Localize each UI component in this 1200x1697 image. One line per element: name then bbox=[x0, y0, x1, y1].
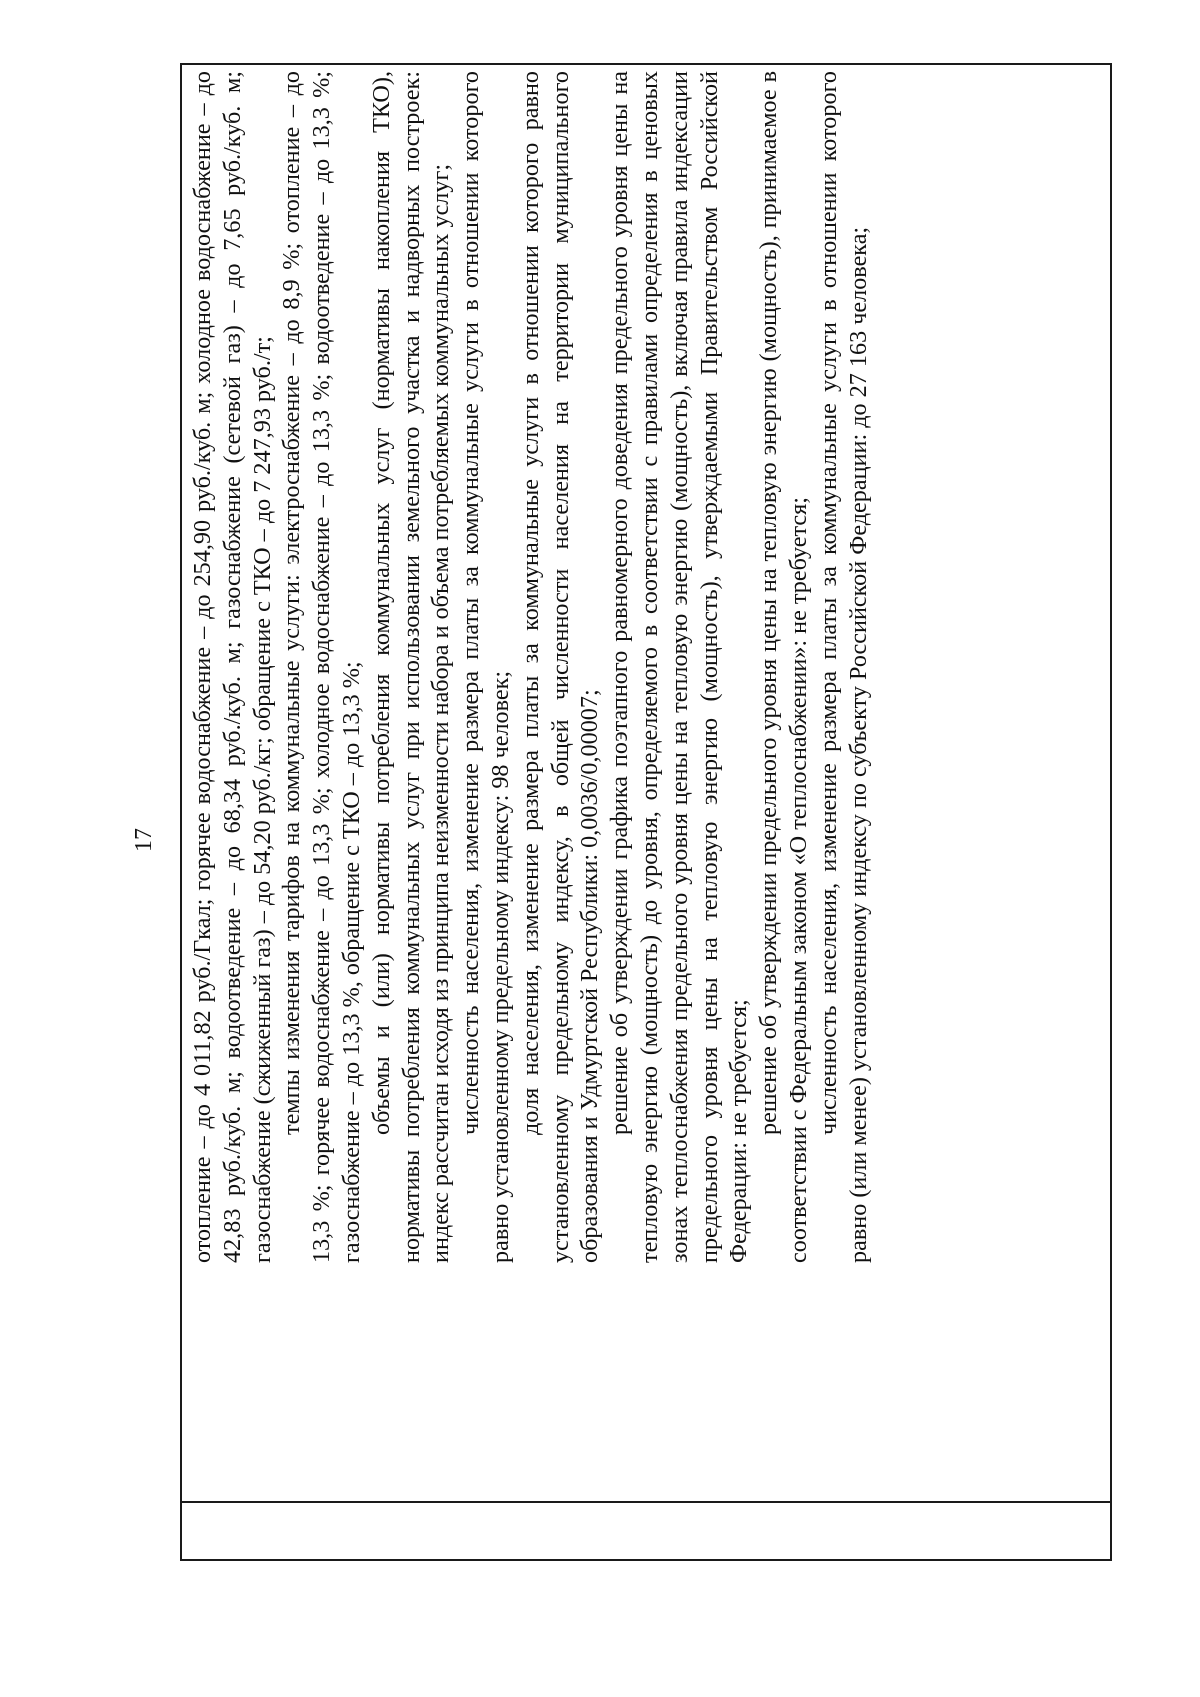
table-content-cell bbox=[188, 64, 1110, 1269]
table-column-divider bbox=[182, 1501, 1110, 1503]
page-number: 17 bbox=[131, 828, 157, 852]
rotated-text-block bbox=[188, 67, 1110, 1267]
paragraph-tariffs-max: отопление – до 4 011,82 руб./Гкал; горячее водоснабжение – до 254,90 руб./куб. м; холодное водоснабжение – до 42,83 руб./куб. м; водоотведение – до 68,34 руб./куб. м; газоснабжение (сетевой газ) – до 7,65 руб./куб. м; газоснабжение (сжиженный газ) – до 54,20 руб./кг; обращение с ТКО – до 7 247,93 руб./т; bbox=[189, 71, 276, 1263]
paragraph-population-share: доля населения, изменение размера платы за коммунальные услуги в отношении которого равно установленному предельному индексу, в общей численности населения на территории муниципального образования и Удмуртской Республики: 0,0036/0,00007; bbox=[516, 71, 604, 1263]
paragraph-population-count: численность населения, изменение размера платы за коммунальные услуги в отношении которого равно установленному предельному индексу: 98 человек; bbox=[457, 71, 514, 1263]
paragraph-consumption-volumes: объемы и (или) нормативы потребления коммунальных услуг (нормативы накопления ТКО), нормативы потребления коммунальных услуг при использовании земельного участка и надворных построек: индекс рассчитан исходя из принципа неизменности набора и объема потребляемых коммунальных услуг; bbox=[367, 71, 455, 1263]
paragraph-heat-price-schedule: решение об утверждении графика поэтапного равномерного доведения предельного уровня цены на тепловую энергию (мощность) до уровня, определяемого в соответствии с правилами определения в ценовых зонах теплоснабжения предельного уровня цены на тепловую энергию (мощность), включая правила индексации предельного уровня цены на тепловую энергию (мощность), утверждаемыми Правительством Российской Федерации: не требуется; bbox=[606, 71, 753, 1263]
paragraph-heat-price-limit: решение об утверждении предельного уровня цены на тепловую энергию (мощность), принимаемое в соответствии с Федеральным законом «О теплоснабжении»: не требуется; bbox=[755, 71, 812, 1263]
paragraph-population-regional-index: численность населения, изменение размера платы за коммунальные услуги в отношении которого равно (или менее) установленному индексу по субъекту Российской Федерации: до 27 163 человека; bbox=[814, 71, 872, 1263]
paragraph-tariff-growth-rates: темпы изменения тарифов на коммунальные услуги: электроснабжение – до 8,9 %; отопление – до 13,3 %; горячее водоснабжение – до 13,3 %; холодное водоснабжение – до 13,3 %; водоотведение – до 13,3 %; газоснабжение – до 13,3 %, обращение с ТКО – до 13,3 %; bbox=[278, 71, 365, 1263]
